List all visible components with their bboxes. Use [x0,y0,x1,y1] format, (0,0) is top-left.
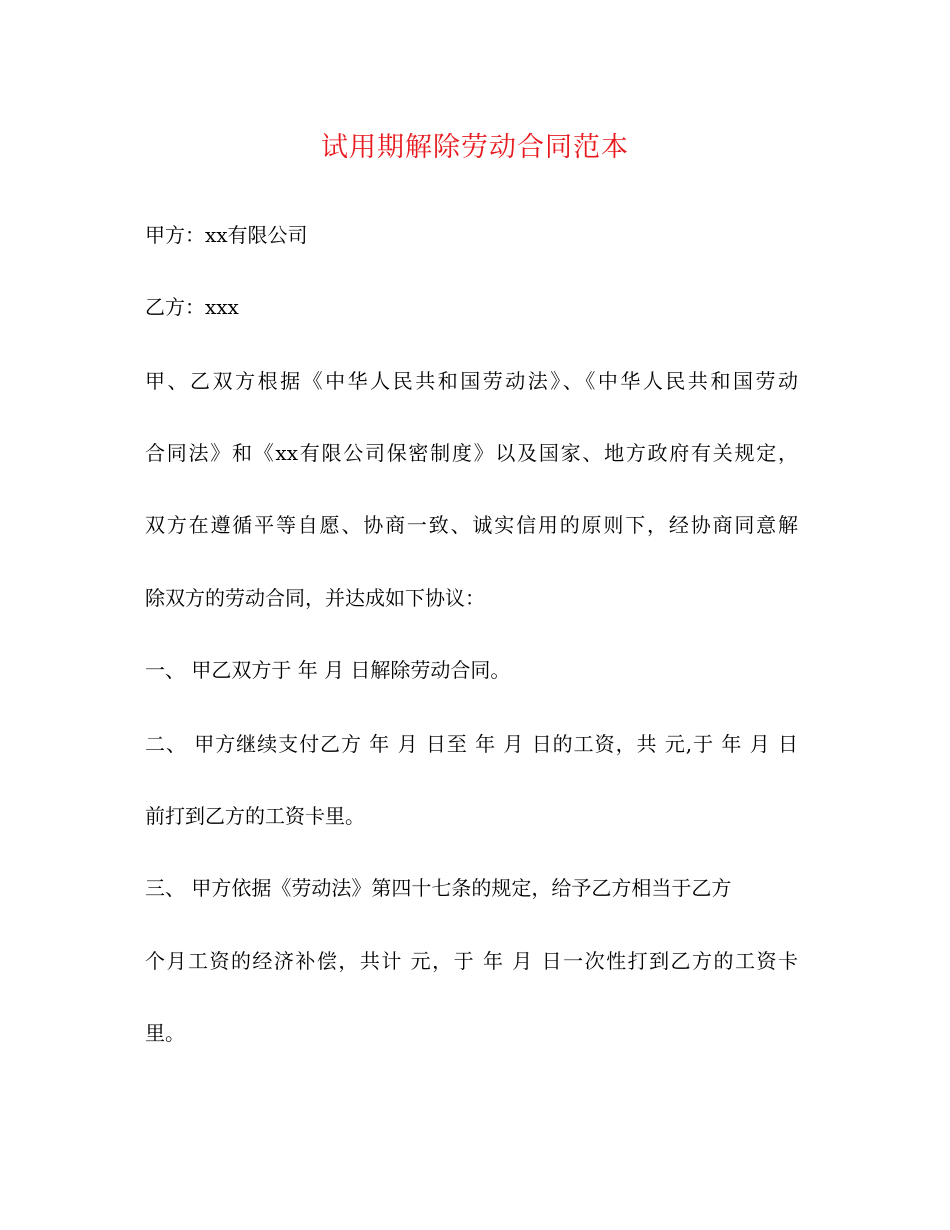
clause-three-line: 三、 甲方依据《劳动法》第四十七条的规定，给予乙方相当于乙方 [145,876,732,900]
clause-one-line: 一、 甲乙双方于 年 月 日解除劳动合同。 [145,658,511,682]
clause-two-line: 前打到乙方的工资卡里。 [145,804,365,828]
paragraph-line: 甲、乙双方根据《中华人民共和国劳动法》、《中华人民共和国劳动 [145,369,798,393]
party-a-line: 甲方：xx有限公司 [145,223,308,247]
paragraph-line: 除双方的劳动合同，并达成如下协议： [145,586,485,610]
paragraph-line: 双方在遵循平等自愿、协商一致、诚实信用的原则下，经协商同意解 [145,513,798,537]
clause-three-line: 里。 [145,1021,185,1045]
party-b-line: 乙方：xxx [145,295,239,319]
clause-two-line: 二、 甲方继续支付乙方 年 月 日至 年 月 日的工资，共 元,于 年 月 日 [145,732,798,756]
paragraph-line: 合同法》和《xx有限公司保密制度》以及国家、地方政府有关规定， [145,441,798,465]
clause-three-line: 个月工资的经济补偿，共计 元，于 年 月 日一次性打到乙方的工资卡 [145,949,798,973]
document-title: 试用期解除劳动合同范本 [321,132,629,163]
